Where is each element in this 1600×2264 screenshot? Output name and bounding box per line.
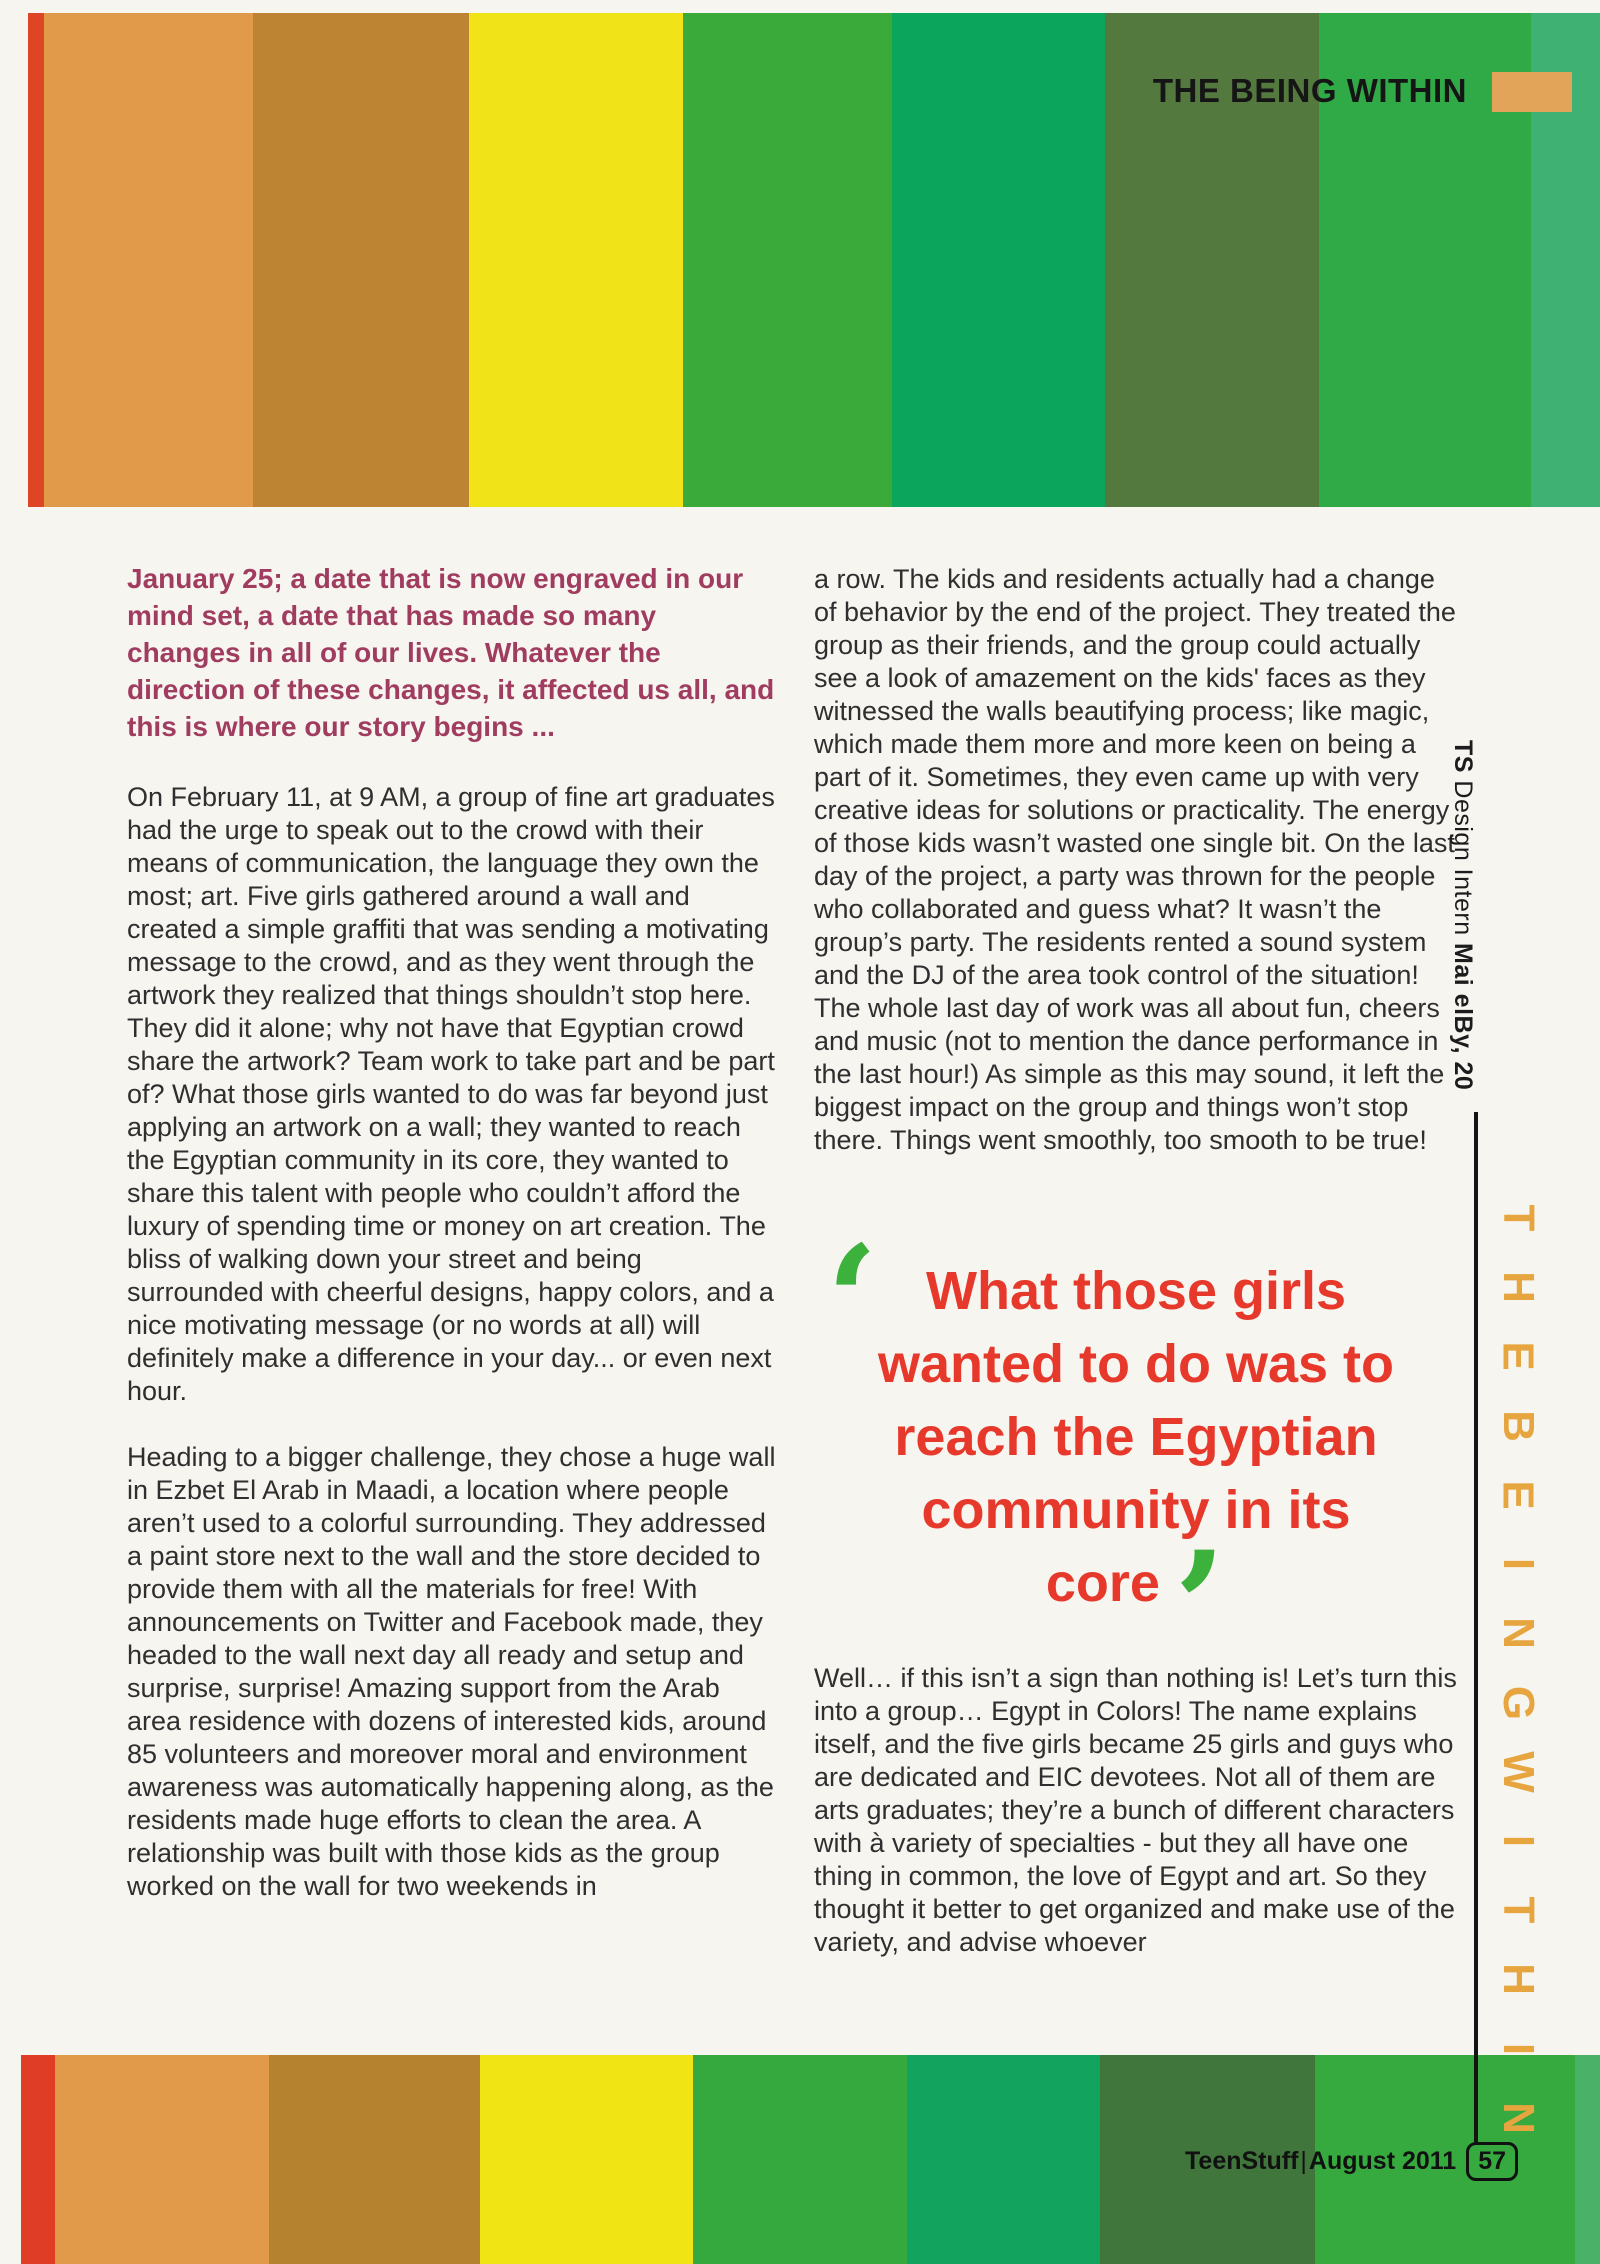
byline-author: Mai elBy, 20 xyxy=(1449,943,1477,1091)
pull-quote-line: core’ xyxy=(1045,1519,1227,1695)
paragraph: Heading to a bigger challenge, they chose a huge wall in Ezbet El Arab in Maadi, a location where people aren’t used to a colorful surrounding. They addressed a paint store next to the wall and the store decided to provide them with all the materials for free! With announcements on Twitter and Facebook made, they headed to the wall next day all ready and setup and surprise, surprise! Amazing support from the Arab area residence with dozens of interested kids, around 85 volunteers and moreover moral and environment awareness was automatically happening along, as the residents made huge efforts to clean the area. A relationship was built with those kids as the group worked on the wall for two weekends in xyxy=(127,1442,776,1901)
vertical-title-letter: I xyxy=(1493,1834,1543,1848)
byline-magazine-initials: TS xyxy=(1449,740,1477,773)
pull-quote-line: community in its xyxy=(921,1480,1351,1540)
stripe-emerald xyxy=(907,2055,1100,2264)
vertical-title xyxy=(1492,1196,1544,2140)
pull-quote-line: What those girls xyxy=(925,1261,1347,1321)
vertical-title-letter: T xyxy=(1493,1204,1543,1232)
paragraph: a row. The kids and residents actually had a change of behavior by the end of the project. They treated the group as their friends, and the group could actually see a look of amazement on the kids' faces as they witnessed the walls beautifying process; like magic, which made them more and more keen on being a part of it. Sometimes, they even came up with very creative ideas for solutions or practicality. The energy of those kids wasn’t wasted one single bit. On the last day of the project, a party was thrown for the people who collaborated and guess what? It wasn’t the group’s party. The residents rented a sound system and the DJ of the area took control of the situation! The whole last day of work was all about fun, cheers and music (not to mention the dance performance in the last hour!) As simple as this may sound, it left the biggest impact on the group and things won’t stop there. Things went smoothly, too smooth to be true! xyxy=(814,564,1456,1155)
vertical-title-letter: N xyxy=(1494,1617,1543,1650)
vertical-title-letter: I xyxy=(1493,2042,1543,2055)
vertical-title-letter: B xyxy=(1494,1409,1543,1442)
footer xyxy=(1185,2142,1518,2181)
stripe-orange xyxy=(55,2055,269,2264)
stripe-yellow xyxy=(480,2055,693,2264)
vertical-title-letter: G xyxy=(1493,1685,1543,1720)
stripe-red xyxy=(28,13,44,507)
stripe-emerald xyxy=(892,13,1105,507)
vertical-title-letter: T xyxy=(1493,1896,1543,1924)
right-column xyxy=(814,563,1459,1190)
pull-quote: ‘ What those girls wanted to do was to reach the Egyptian community in its core’ xyxy=(812,1255,1460,1620)
vertical-title-letter: H xyxy=(1494,1963,1543,1996)
footer-issue: August 2011 xyxy=(1308,2147,1457,2175)
page-title: THE BEING WITHIN xyxy=(1152,72,1467,109)
stripe-brown xyxy=(253,13,469,507)
footer-magazine: TeenStuff xyxy=(1185,2147,1299,2175)
footer-separator: | xyxy=(1300,2147,1307,2175)
byline-vertical xyxy=(1448,740,1477,1110)
footer-credit xyxy=(1185,2147,1456,2176)
right-column-bottom xyxy=(814,1662,1459,1992)
left-column xyxy=(127,560,777,1936)
stripe-brown xyxy=(269,2055,480,2264)
vertical-title-letter: H xyxy=(1494,1271,1543,1304)
header-orange-tab xyxy=(1492,72,1572,112)
pull-quote-line-text: core xyxy=(1045,1553,1160,1613)
stripe-lightgreen xyxy=(1575,2055,1600,2264)
stripe-red xyxy=(21,2055,55,2264)
page-number-badge: 57 xyxy=(1466,2142,1518,2181)
stripe-green xyxy=(683,13,892,507)
vertical-title-letter: E xyxy=(1493,1341,1543,1372)
vertical-title-letter: N xyxy=(1494,2101,1543,2134)
vertical-title-letter: I xyxy=(1493,1557,1543,1571)
vertical-title-letter: W xyxy=(1494,1750,1543,1793)
pull-quote-line: wanted to do was to xyxy=(877,1334,1394,1394)
intro-paragraph: January 25; a date that is now engraved in our mind set, a date that has made so many changes in all of our lives. Whatever the direction of these changes, it affected us all, and this is where our story begins ... xyxy=(127,563,775,742)
pull-quote-line: reach the Egyptian xyxy=(894,1407,1378,1467)
stripe-orange xyxy=(44,13,253,507)
sidebar-rule xyxy=(1474,1112,1478,2142)
stripe-green xyxy=(693,2055,907,2264)
byline-role: Design Intern xyxy=(1449,772,1477,944)
vertical-title-letter: E xyxy=(1493,1480,1543,1510)
paragraph: On February 11, at 9 AM, a group of fine art graduates had the urge to speak out to the crowd with their means of communication, the language they own the most; art. Five girls gathered around a wall and created a simple graffiti that was sending a motivating message to the crowd, and as they went through the artwork they realized that things shouldn’t stop here. They did it alone; why not have that Egyptian crowd share the artwork? Team work to take part and be part of? What those girls wanted to do was far beyond just applying an artwork on a wall; they wanted to reach the Egyptian community in its core, they wanted to share this talent with people who couldn’t afford the luxury of spending time or money on art creation. The bliss of walking down your street and being surrounded with cheerful designs, happy colors, and a nice motivating message (or no words at all) will definitely make a difference in your day... or even next hour. xyxy=(127,782,775,1406)
paragraph: Well… if this isn’t a sign than nothing is! Let’s turn this into a group… Egypt in Colors! The name explains itself, and the five girls became 25 girls and guys who are dedicated and EIC devotees. Not all of them are arts graduates; they’re a bunch of different characters with à variety of specialties - but they all have one thing in common, the love of Egypt and art. So they thought it better to get organized and make use of the variety, and advise whoever xyxy=(814,1663,1457,1957)
stripe-yellow xyxy=(469,13,683,507)
